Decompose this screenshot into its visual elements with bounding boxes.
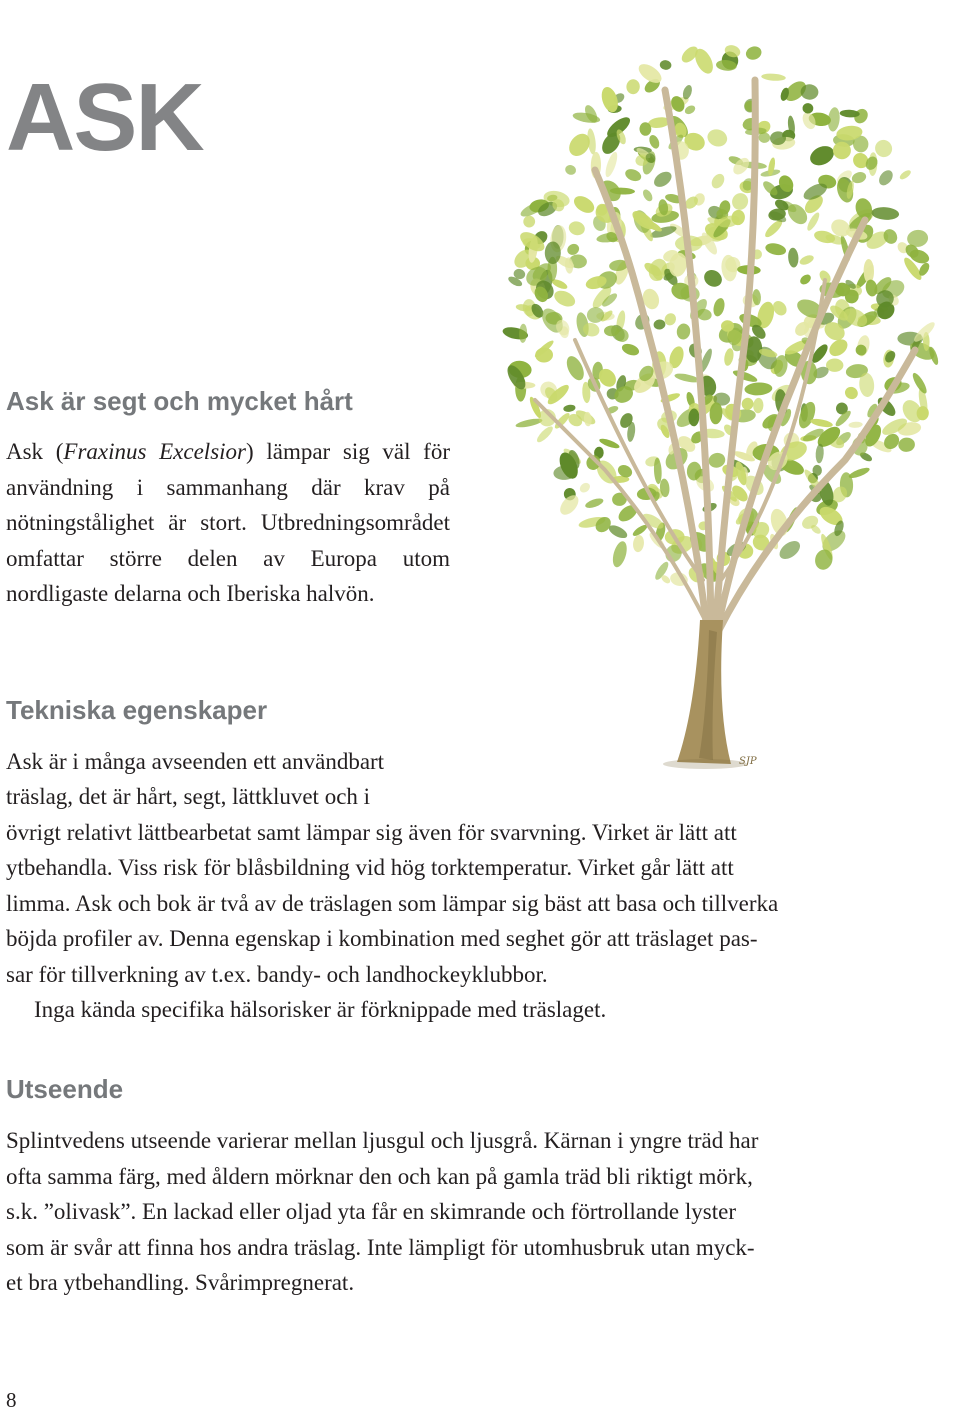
leaf-cluster (659, 60, 672, 71)
leaf-cluster (653, 319, 666, 330)
tree-canopy (502, 43, 940, 587)
technical-line: Inga kända specifika hälsorisker är förknippade med träslaget. (34, 997, 607, 1022)
leaf-cluster (802, 103, 814, 114)
technical-line: sar för tillverkning av t.ex. bandy- och landhockeyklubbor. (6, 962, 548, 987)
leaf-cluster (651, 169, 674, 190)
technical-line: limma. Ask och bok är två av de träslagen som lämpar sig bäst att basa och tillverka (6, 891, 779, 916)
leaf-cluster (764, 242, 787, 257)
page-number: 8 (6, 1388, 17, 1412)
latin-name: Fraxinus Excelsior (63, 439, 246, 464)
leaf-cluster (571, 193, 597, 217)
leaf-cluster (632, 534, 645, 552)
leaf-cluster (876, 168, 895, 188)
leaf-cluster (848, 421, 863, 428)
intro-text-before: Ask ( (6, 439, 64, 464)
leaf-cluster (676, 323, 691, 341)
intro-paragraph (6, 434, 450, 612)
appearance-line: ofta samma färg, med åldern mörknar den och kan på gamla träd bli riktigt mörk, (6, 1164, 753, 1189)
tree-ground-shadow (663, 759, 747, 769)
appearance-line: som är svår att finna hos andra träslag. Inte lämpligt för utomhusbruk utan myck- (6, 1235, 755, 1260)
leaf-cluster (610, 540, 629, 569)
leaf-cluster (683, 104, 697, 116)
leaf-cluster (626, 79, 640, 95)
leaf-cluster (753, 398, 764, 414)
leaf-cluster (810, 417, 834, 428)
leaf-cluster (578, 481, 592, 495)
leaf-cluster (776, 537, 803, 562)
leaf-cluster (761, 73, 786, 82)
leaf-cluster (744, 44, 763, 61)
appearance-line: Splintvedens utseende varierar mellan ljusgul och ljusgrå. Kärnan i yngre träd har (6, 1128, 759, 1153)
appearance-line: s.k. ”olivask”. En lackad eller oljad yta får en skimrande och förtrollande lyster (6, 1199, 736, 1224)
intro-text-after: ) lämpar sig väl för användning i sammanhang där krav på nötningstålighet är stort. Utbredningsområdet omfattar större delen av Europa utom nordligaste delarna och Iberiska halvön. (6, 439, 450, 606)
leaf-cluster (552, 288, 578, 310)
section-heading-intro: Ask är segt och mycket hårt (6, 386, 353, 416)
appearance-line: et bra ytbehandling. Svårimpregnerat. (6, 1270, 355, 1295)
leaf-cluster (701, 267, 725, 291)
leaf-cluster (729, 191, 750, 213)
leaf-cluster (723, 347, 735, 366)
technical-line: övrigt relativt lättbearbetat samt lämpar sig även för svarvning. Virket är lätt att (6, 820, 737, 845)
leaf-cluster (843, 385, 860, 401)
leaf-cluster (807, 142, 837, 169)
leaf-cluster (705, 127, 729, 149)
leaf-cluster (871, 206, 900, 221)
leaf-cluster (798, 273, 812, 287)
leaf-cluster (740, 396, 755, 412)
leaf-cluster (712, 297, 727, 318)
leaf-cluster (564, 164, 577, 177)
leaf-cluster (603, 151, 619, 179)
leaf-cluster (641, 188, 654, 203)
leaf-cluster (647, 134, 661, 151)
tree-branch (717, 220, 865, 630)
leaf-cluster (709, 172, 727, 191)
leaf-cluster (788, 247, 800, 267)
section-heading-appearance: Utseende (6, 1074, 124, 1104)
ash-tree-illustration (495, 20, 960, 780)
leaf-cluster (535, 424, 555, 444)
section-heading-technical: Tekniska egenskaper (6, 695, 268, 725)
leaf-cluster (805, 211, 821, 232)
leaf-cluster (898, 437, 916, 453)
leaf-cluster (623, 167, 643, 183)
technical-line: Ask är i många avseenden ett användbart (6, 749, 385, 774)
leaf-cluster (563, 404, 576, 413)
leaf-cluster (519, 324, 528, 343)
technical-line: träslag, det är hårt, segt, lättkluvet och i (6, 784, 371, 809)
leaf-cluster (744, 382, 772, 396)
technical-line: böjda profiler av. Denna egenskap i kombination med seghet gör att träslaget pas- (6, 926, 758, 951)
page-title: ASK (6, 64, 203, 171)
technical-line: ytbehandla. Viss risk för blåsbildning vid hög torktemperatur. Virket går lätt att (6, 855, 734, 880)
leaf-cluster (620, 342, 640, 358)
leaf-cluster (584, 497, 604, 510)
leaf-cluster (827, 107, 841, 132)
artist-signature: SJP (739, 756, 757, 767)
leaf-cluster (567, 220, 586, 238)
leaf-cluster (898, 169, 912, 182)
leaf-cluster (798, 253, 815, 266)
